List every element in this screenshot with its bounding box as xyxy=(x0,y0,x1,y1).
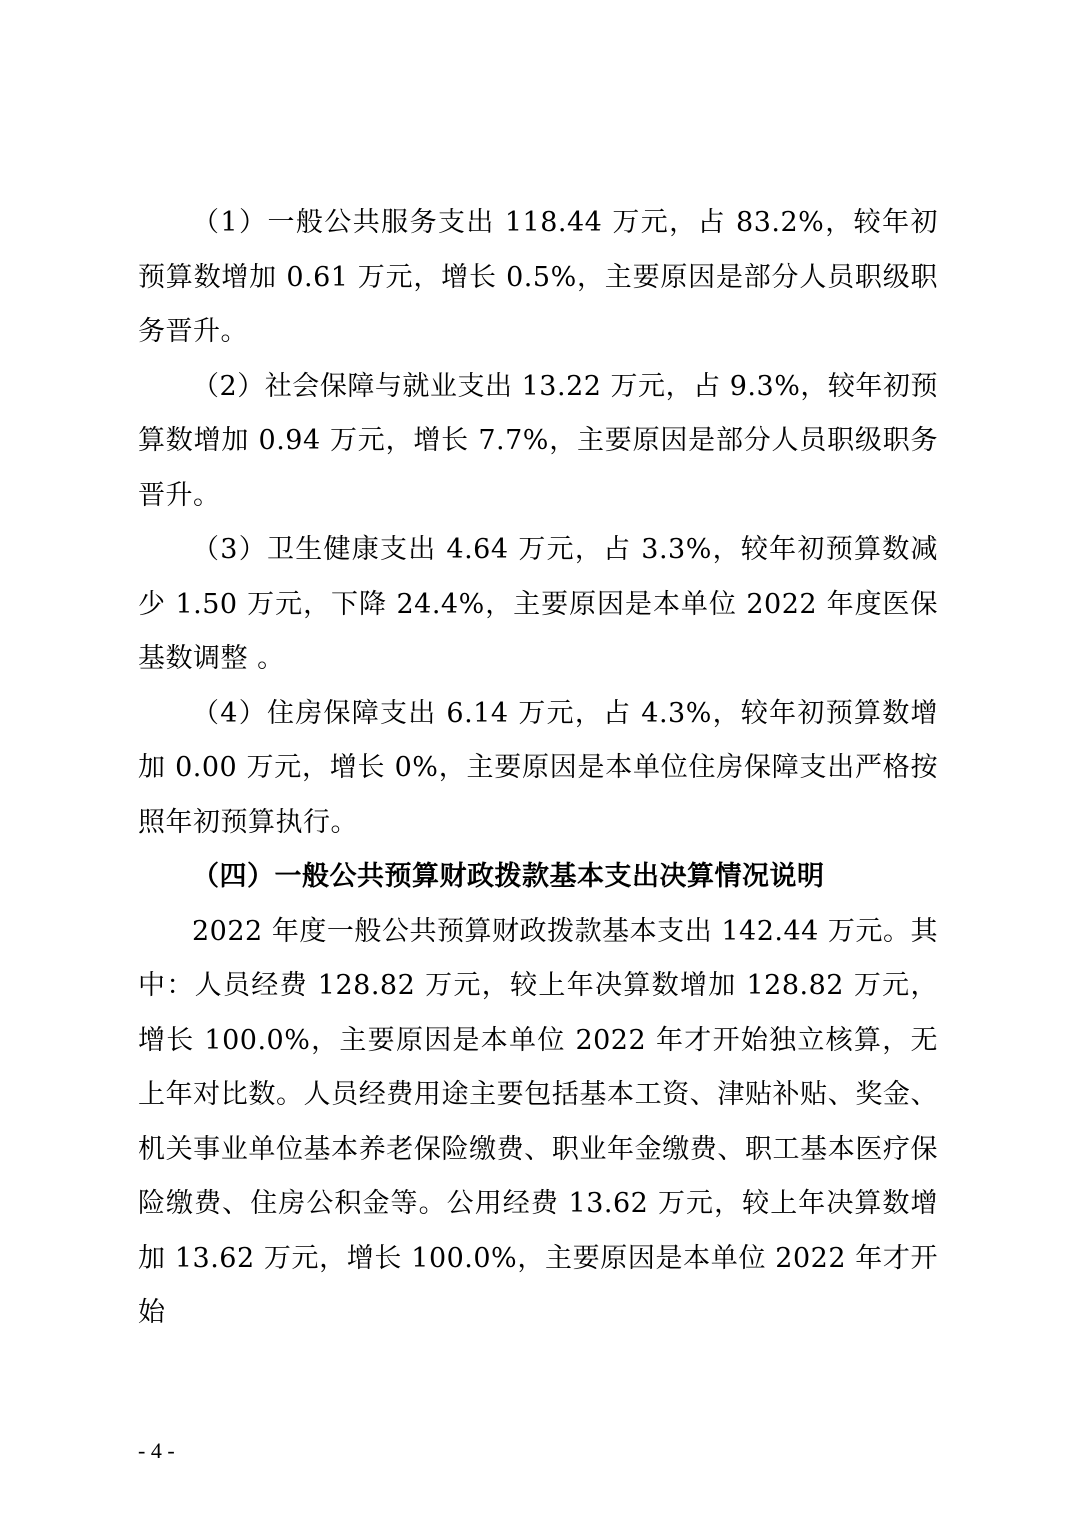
paragraph-health: （3）卫生健康支出 4.64 万元，占 3.3%，较年初预算数减少 1.50 万元，下降 24.4%，主要原因是本单位 2022 年度医保基数调整 。 xyxy=(138,534,938,674)
paragraph-general-public-services: （1）一般公共服务支出 118.44 万元，占 83.2%，较年初预算数增加 0.61 万元，增长 0.5%，主要原因是部分人员职级职务晋升。 xyxy=(138,207,938,347)
paragraph-housing: （4）住房保障支出 6.14 万元，占 4.3%，较年初预算数增加 0.00 万元，增长 0%，主要原因是本单位住房保障支出严格按照年初预算执行。 xyxy=(138,697,938,838)
section-heading: （四）一般公共预算财政拨款基本支出决算情况说明 xyxy=(192,861,825,892)
paragraph-social-security: （2）社会保障与就业支出 13.22 万元，占 9.3%，较年初预算数增加 0.94 万元，增长 7.7%，主要原因是部分人员职级职务晋升。 xyxy=(138,370,938,511)
document-body xyxy=(138,196,938,1341)
page-number: - 4 - xyxy=(138,1438,175,1463)
paragraph-basic-expenditure: 2022 年度一般公共预算财政拨款基本支出 142.44 万元。其中：人员经费 128.82 万元，较上年决算数增加 128.82 万元，增长 100.0%，主要原因是本单位 2022 年才开始独立核算，无上年对比数。人员经费用途主要包括基本工资、津贴补贴、奖金、机关事业单位基本养老保险缴费、职业年金缴费、职工基本医疗保险缴费、住房公积金等。公用经费 13.62 万元，较上年决算数增加 13.62 万元，增长 100.0%，主要原因是本单位 2022 年才开始 xyxy=(138,915,938,1328)
